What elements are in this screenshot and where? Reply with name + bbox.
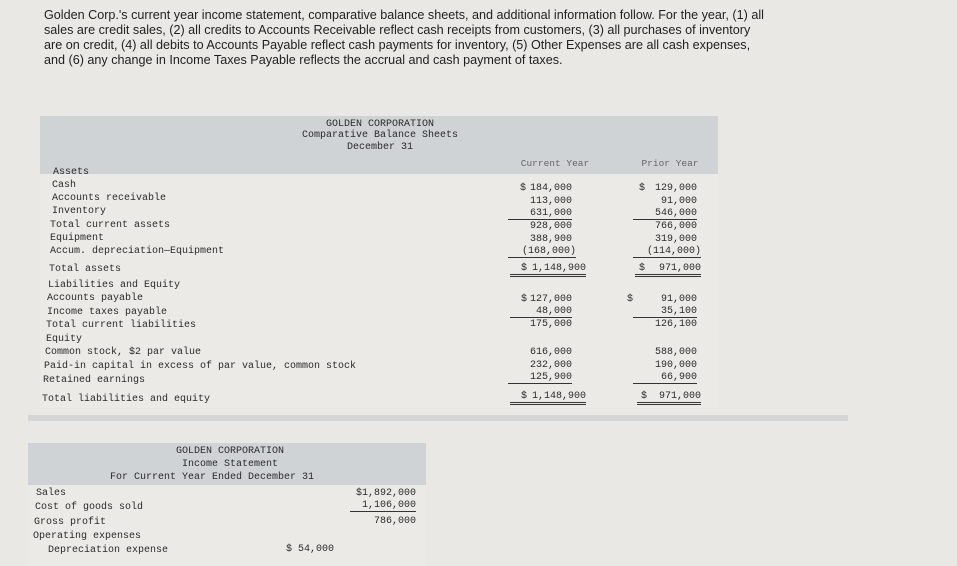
section-divider (28, 415, 848, 421)
row-label-sales: Sales (36, 488, 67, 499)
currency-symbol: $ (639, 263, 646, 274)
value-current-paid-in-capital: 232,000 (529, 360, 572, 371)
value-current-total-current-liabilities: 175,000 (529, 319, 572, 330)
problem-intro: Golden Corp.'s current year income statement, comparative balance sheets, and additional information follow. For the year, (1) all sales are credit sales, (2) all credits to Accounts Receivable reflect cash receipts from customers, (3) all purchases of inventory are on credit, (4) all debits to Accounts Payable reflect cash payments for inventory, (5) Other Expenses are all cash expenses, and (6) any change in Income Taxes Payable reflects the accrual and cash payment of taxes. (44, 8, 764, 67)
value-current-cash: 184,000 (529, 183, 572, 194)
value-prior-common-stock: 588,000 (654, 347, 697, 358)
row-label-total-assets: Total assets (49, 264, 122, 275)
income-statement-period: For Current Year Ended December 31 (110, 472, 315, 483)
row-label-accounts-payable: Accounts payable (47, 293, 144, 304)
value-prior-paid-in-capital: 190,000 (654, 360, 697, 371)
value-current-accum-depreciation: (168,000) (508, 246, 576, 258)
currency-symbol: $ (627, 294, 634, 305)
value-current-retained-earnings: 125,900 (508, 372, 572, 384)
row-label-depreciation-expense: Depreciation expense (48, 545, 169, 556)
section-heading-assets: Assets (53, 167, 90, 178)
column-header-current-year: Current Year (520, 158, 590, 169)
value-prior-accounts-receivable: 91,000 (660, 196, 697, 207)
value-prior-retained-earnings: 66,900 (633, 372, 697, 384)
value-prior-accum-depreciation: (114,000) (633, 246, 701, 258)
value-prior-total-current-assets: 766,000 (654, 221, 697, 232)
value-prior-total-assets: 971,000 (635, 263, 701, 277)
value-prior-income-taxes-payable: 35,100 (633, 306, 697, 318)
currency-symbol: $ (521, 391, 528, 402)
income-statement-title: GOLDEN CORPORATION (175, 446, 285, 457)
currency-symbol: $ (520, 183, 527, 194)
value-current-accounts-receivable: 113,000 (529, 196, 572, 207)
column-header-prior-year: Prior Year (641, 158, 699, 169)
currency-symbol: $ (521, 294, 528, 305)
row-label-equipment: Equipment (50, 233, 105, 244)
section-heading-equity: Equity (46, 334, 83, 345)
value-current-total-current-assets: 928,000 (529, 221, 572, 232)
value-prior-accounts-payable: 91,000 (660, 294, 697, 305)
row-label-accounts-receivable: Accounts receivable (52, 193, 167, 204)
value-current-equipment: 388,900 (529, 234, 572, 245)
income-statement-subtitle: Income Statement (181, 459, 278, 470)
value-current-common-stock: 616,000 (529, 347, 572, 358)
value-cost-of-goods-sold: 1,106,000 (350, 500, 416, 512)
balance-sheet-date: December 31 (346, 142, 413, 153)
value-sales: $1,892,000 (355, 488, 416, 499)
row-label-total-current-assets: Total current assets (50, 220, 171, 231)
row-label-income-taxes-payable: Income taxes payable (47, 307, 168, 318)
row-label-common-stock: Common stock, $2 par value (45, 347, 202, 358)
value-prior-total-current-liabilities: 126,100 (654, 319, 697, 330)
row-label-cash: Cash (52, 180, 77, 191)
row-label-accum-depreciation: Accum. depreciation—Equipment (50, 246, 225, 257)
balance-sheet-subtitle: Comparative Balance Sheets (301, 130, 459, 141)
row-label-cost-of-goods-sold: Cost of goods sold (35, 502, 144, 513)
value-prior-cash: 129,000 (654, 183, 697, 194)
row-label-inventory: Inventory (52, 206, 107, 217)
row-label-operating-expenses: Operating expenses (33, 531, 142, 542)
balance-sheet-title: GOLDEN CORPORATION (325, 119, 435, 130)
row-label-total-liabilities-equity: Total liabilities and equity (42, 394, 211, 405)
value-prior-inventory: 546,000 (633, 208, 697, 220)
value-current-total-liabilities-equity: 1,148,900 (510, 391, 586, 405)
value-current-accounts-payable: 127,000 (529, 294, 572, 305)
row-label-retained-earnings: Retained earnings (43, 375, 146, 386)
section-heading-liabilities-equity: Liabilities and Equity (48, 280, 181, 291)
value-current-income-taxes-payable: 48,000 (510, 306, 572, 318)
value-depreciation-expense: $ 54,000 (285, 544, 334, 555)
currency-symbol: $ (521, 263, 528, 274)
currency-symbol: $ (639, 183, 646, 194)
value-prior-equipment: 319,000 (654, 234, 697, 245)
balance-sheet-body (40, 174, 718, 408)
row-label-total-current-liabilities: Total current liabilities (46, 320, 197, 331)
currency-symbol: $ (641, 391, 648, 402)
row-label-paid-in-capital: Paid-in capital in excess of par value, common stock (44, 361, 357, 372)
value-gross-profit: 786,000 (373, 516, 416, 527)
row-label-gross-profit: Gross profit (34, 517, 107, 528)
value-current-inventory: 631,000 (508, 208, 572, 220)
value-prior-total-liabilities-equity: 971,000 (637, 391, 701, 405)
value-current-total-assets: 1,148,900 (510, 263, 586, 277)
